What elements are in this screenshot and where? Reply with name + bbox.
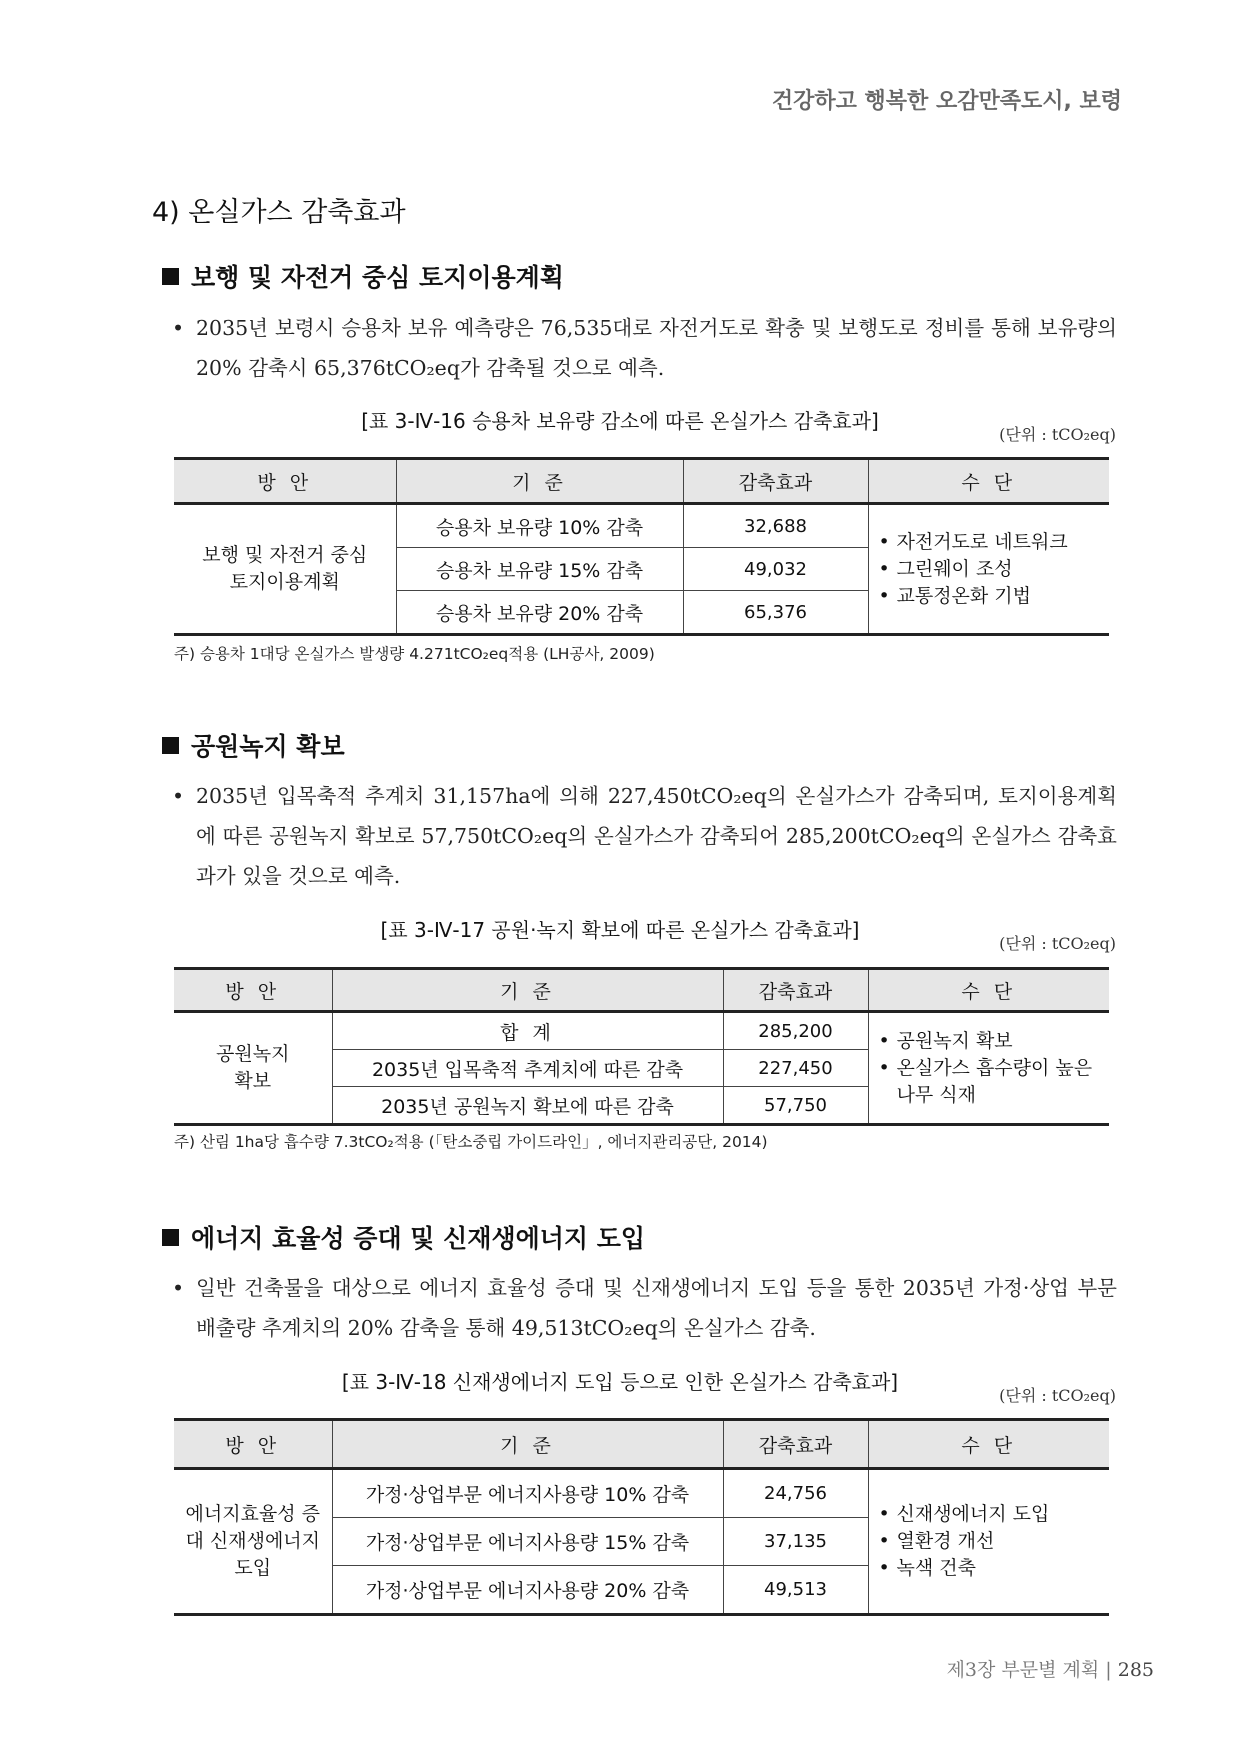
column-header-effect: 감축효과 [723,969,868,1012]
bullet-icon: • [172,316,185,340]
table-row [174,504,1109,548]
paragraph-text: 2035년 입목축적 추계치 31,157ha에 의해 227,450tCO₂eq의 온실가스가 감축되며, 토지이용계획에 따른 공원녹지 확보로 57,750tCO₂eq의 온실가스가 감축되어 285,200tCO₂eq의 온실가스 감축효과가 있을 것으로 예측. [196,784,1117,888]
paragraph-walking-cycling [172,308,1117,388]
means-item: • 녹색 건축 [879,1555,1106,1582]
table-parks [174,967,1109,1126]
means-item: • 온실가스 흡수량이 높은 나무 식재 [879,1055,1106,1109]
table-row [174,1469,1109,1518]
effect-cell: 49,032 [683,548,868,591]
means-item: • 신재생에너지 도입 [879,1501,1106,1528]
criterion-cell: 가정·상업부문 에너지사용량 20% 감축 [332,1566,723,1615]
means-cell [868,1469,1109,1615]
subsection-heading-energy [162,1219,645,1255]
criterion-cell: 승용차 보유량 10% 감축 [396,504,683,548]
column-header-criterion: 기 준 [396,459,683,504]
bullet-icon: • [172,1276,185,1300]
table-unit: (단위 : tCO₂eq) [999,425,1116,444]
criterion-cell: 승용차 보유량 20% 감축 [396,591,683,635]
criterion-cell: 합 계 [332,1012,723,1050]
subsection-heading-walking-cycling [162,258,564,294]
paragraph-text: 일반 건축물을 대상으로 에너지 효율성 증대 및 신재생에너지 도입 등을 통한 2035년 가정·상업 부문 배출량 추계치의 20% 감축을 통해 49,513tCO₂eq의 온실가스 감축. [196,1276,1117,1340]
table-energy [174,1418,1109,1616]
means-item: • 열환경 개선 [879,1528,1106,1555]
effect-cell: 37,135 [723,1518,868,1566]
table-note: 주) 산림 1ha당 흡수량 7.3tCO₂적용 (「탄소중립 가이드라인」, 에너지관리공단, 2014) [174,1133,768,1151]
column-header-criterion: 기 준 [332,1420,723,1469]
table-caption: [표 3-Ⅳ-18 신재생에너지 도입 등으로 인한 온실가스 감축효과] [341,1370,899,1394]
column-header-means: 수 단 [868,1420,1109,1469]
table-car-reduction [174,457,1109,636]
means-item: • 공원녹지 확보 [879,1028,1106,1055]
plan-cell: 보행 및 자전거 중심 토지이용계획 [174,504,396,635]
column-header-means: 수 단 [868,459,1109,504]
means-cell [868,1012,1109,1125]
table-note: 주) 승용차 1대당 온실가스 발생량 4.271tCO₂eq적용 (LH공사, 2009) [174,645,655,663]
column-header-plan: 방 안 [174,1420,332,1469]
page-footer [947,1655,1154,1682]
paragraph-text: 2035년 보령시 승용차 보유 예측량은 76,535대로 자전거도로 확충 및 보행도로 정비를 통해 보유량의 20% 감축시 65,376tCO₂eq가 감축될 것으로 예측. [196,316,1117,380]
criterion-cell: 2035년 공원녹지 확보에 따른 감축 [332,1087,723,1125]
section-title: 4) 온실가스 감축효과 [152,197,406,228]
criterion-cell: 가정·상업부문 에너지사용량 15% 감축 [332,1518,723,1566]
square-bullet-icon [162,268,179,285]
criterion-cell: 가정·상업부문 에너지사용량 10% 감축 [332,1469,723,1518]
table-unit: (단위 : tCO₂eq) [999,934,1116,953]
column-header-plan: 방 안 [174,459,396,504]
column-header-effect: 감축효과 [683,459,868,504]
square-bullet-icon [162,737,179,754]
means-item: • 교통정온화 기법 [879,583,1106,610]
effect-cell: 285,200 [723,1012,868,1050]
criterion-cell: 2035년 입목축적 추계치에 따른 감축 [332,1050,723,1087]
table-row [174,1012,1109,1050]
table-caption: [표 3-Ⅳ-16 승용차 보유량 감소에 따른 온실가스 감축효과] [361,409,879,433]
effect-cell: 32,688 [683,504,868,548]
subsection-heading-text: 보행 및 자전거 중심 토지이용계획 [191,263,564,292]
plan-cell: 공원녹지 확보 [174,1012,332,1125]
means-item: • 그린웨이 조성 [879,556,1106,583]
criterion-cell: 승용차 보유량 15% 감축 [396,548,683,591]
plan-cell: 에너지효율성 증대 신재생에너지 도입 [174,1469,332,1615]
column-header-means: 수 단 [868,969,1109,1012]
column-header-criterion: 기 준 [332,969,723,1012]
column-header-effect: 감축효과 [723,1420,868,1469]
paragraph-energy [172,1268,1117,1348]
effect-cell: 24,756 [723,1469,868,1518]
subsection-heading-parks [162,727,345,763]
page-number: 285 [1117,1659,1154,1681]
effect-cell: 49,513 [723,1566,868,1615]
subsection-heading-text: 공원녹지 확보 [191,732,345,761]
table-unit: (단위 : tCO₂eq) [999,1386,1116,1405]
effect-cell: 57,750 [723,1087,868,1125]
subsection-heading-text: 에너지 효율성 증대 및 신재생에너지 도입 [191,1224,646,1253]
footer-separator: | [1105,1659,1112,1681]
effect-cell: 227,450 [723,1050,868,1087]
square-bullet-icon [162,1229,179,1246]
column-header-plan: 방 안 [174,969,332,1012]
paragraph-parks [172,776,1117,896]
bullet-icon: • [172,784,185,808]
effect-cell: 65,376 [683,591,868,635]
table-caption: [표 3-Ⅳ-17 공원·녹지 확보에 따른 온실가스 감축효과] [380,918,860,942]
footer-chapter: 제3장 부문별 계획 [946,1659,1100,1681]
means-cell [868,504,1109,635]
running-header: 건강하고 행복한 오감만족도시, 보령 [771,89,1122,114]
means-item: • 자전거도로 네트워크 [879,529,1106,556]
